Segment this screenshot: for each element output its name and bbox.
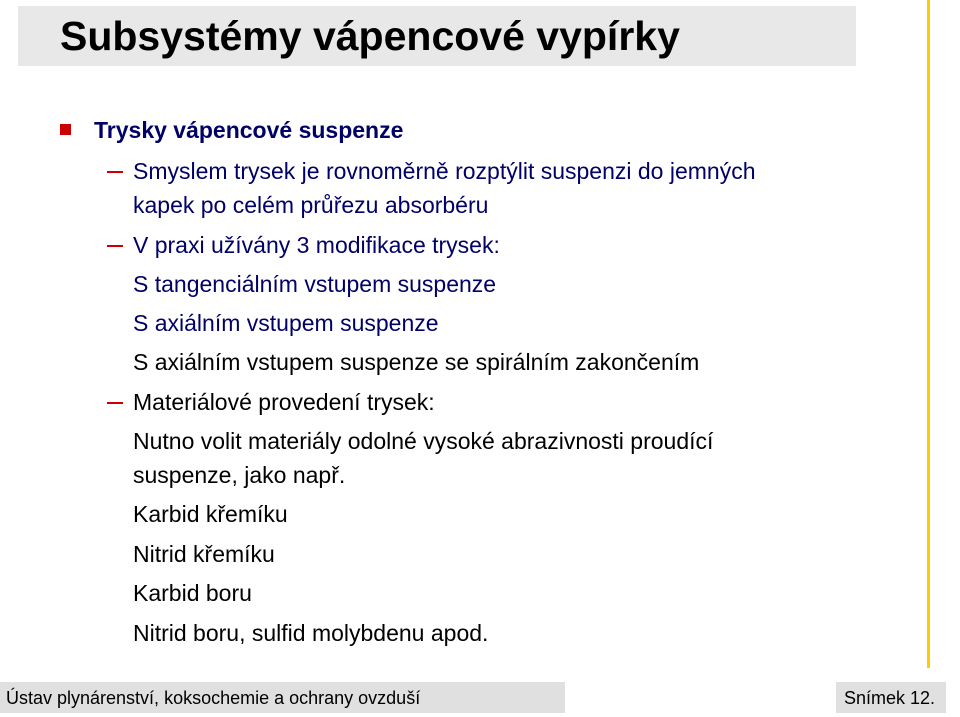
dash-icon — [107, 245, 123, 247]
list-item: suspenze, jako např. — [133, 462, 346, 488]
vertical-rule — [927, 0, 930, 668]
list-item: S axiálním vstupem suspenze se spirálním zakončením — [133, 349, 700, 375]
list-item: V praxi užívány 3 modifikace trysek: — [133, 232, 500, 258]
slide-number: Snímek 12. — [844, 688, 936, 708]
list-item: Nitrid boru, sulfid molybdenu apod. — [133, 620, 489, 646]
dash-icon — [107, 402, 123, 404]
list-item: Karbid křemíku — [133, 501, 288, 527]
list-item: Materiálové provedení trysek: — [133, 389, 435, 415]
list-item: Nitrid křemíku — [133, 541, 275, 567]
list-item: kapek po celém průřezu absorbéru — [133, 192, 489, 218]
list-item: Smyslem trysek je rovnoměrně rozptýlit suspenzi do jemných — [133, 158, 756, 184]
section-heading: Trysky vápencové suspenze — [94, 117, 404, 143]
list-item: S axiálním vstupem suspenze — [133, 310, 439, 336]
list-item: S tangenciálním vstupem suspenze — [133, 271, 497, 297]
slide-title: Subsystémy vápencové vypírky — [60, 13, 680, 59]
bullet-square-icon — [60, 124, 71, 135]
dash-icon — [107, 171, 123, 173]
footer-institute: Ústav plynárenství, koksochemie a ochrany ovzduší — [6, 688, 421, 708]
list-item: Nutno volit materiály odolné vysoké abrazivnosti proudící — [133, 428, 714, 454]
list-item: Karbid boru — [133, 580, 252, 606]
